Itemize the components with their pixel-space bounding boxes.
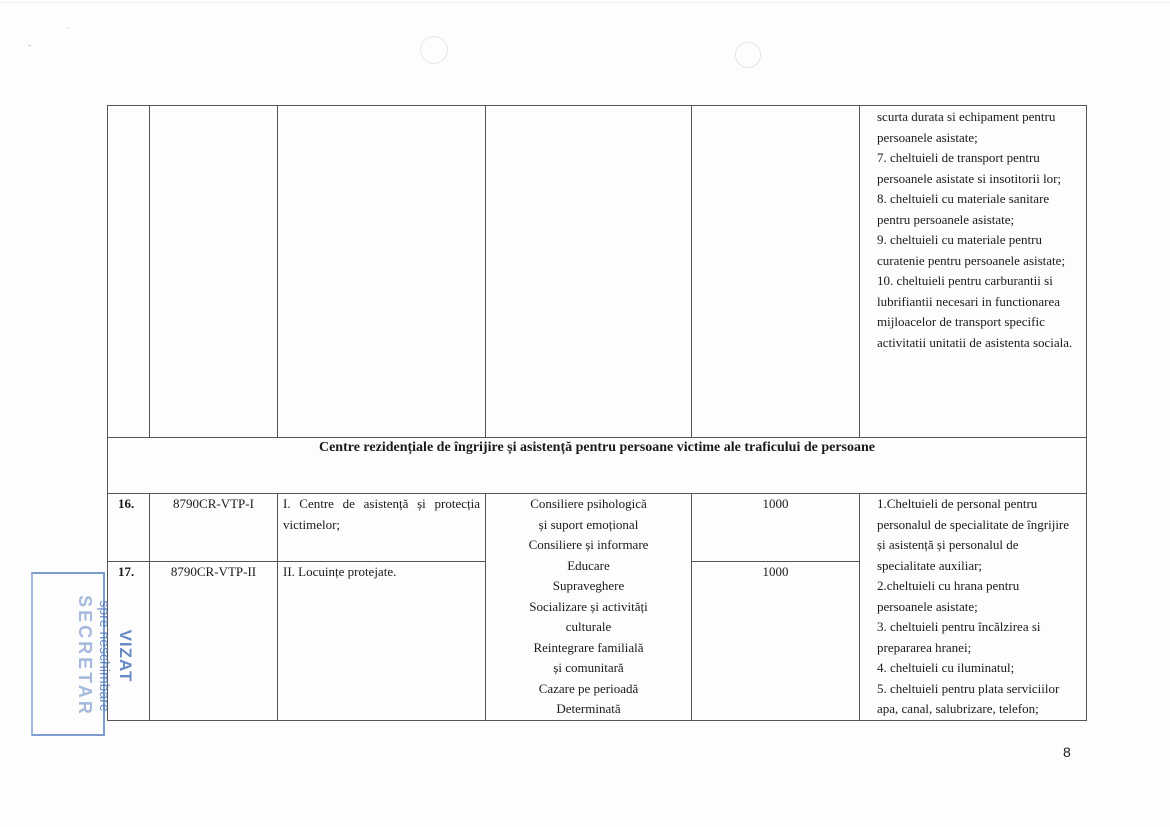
cost-line: 1.Cheltuieli de personal pentru personalul de specialitate de îngrijire și asistență și personalul de specialitate auxiliar; [877,496,1070,573]
service-name: II. Locuințe protejate. [278,561,486,720]
table-row-section-header [108,438,1087,494]
table-cell-empty [150,106,278,438]
service-line: Consiliere psihologică [530,496,647,511]
scan-artifact-left [420,36,448,64]
table-row [108,494,1087,562]
service-code: 8790CR-VTP-II [150,561,278,720]
stamp-text [74,576,136,736]
table-cell-empty [692,106,860,438]
approval-stamp [31,572,135,735]
table-cell-empty [278,106,486,438]
scan-speck: · [66,24,70,35]
service-line: și suport emoțional [538,516,639,532]
section-title: Centre rezidențiale de îngrijire și asistență pentru persoane victime ale traficului de persoane [108,438,1087,494]
scan-edge-line [0,2,1170,3]
service-line: Educare [567,557,610,573]
table-cell-empty [108,106,150,438]
service-line: Reintegrare familială [533,639,644,655]
row-number: 16. [108,494,150,562]
cost-line: scurta durata si echipament pentru persoanele asistate; [877,109,1056,145]
services-table [107,105,1087,721]
service-line: Socializare și activități [529,598,648,614]
service-line: culturale [565,619,612,634]
table-row-continuation [108,106,1087,438]
cost-line: 3. cheltuieli pentru încălzirea si prepararea hranei; [877,619,1041,655]
row-number: 17. [108,561,150,720]
cost-line: 10. cheltuieli pentru carburantii si lubrifiantii necesari in functionarea mijloacelor de transport specific activitatii unitatii de asistenta sociala. [877,273,1073,350]
service-code: 8790CR-VTP-I [150,494,278,562]
capacity: 1000 [692,561,860,720]
scan-speck: - [28,40,32,51]
cost-line: 5. cheltuieli pentru plata serviciilor apa, canal, salubrizare, telefon; [877,680,1060,716]
service-line: Consiliere și informare [528,537,649,552]
service-line: Cazare pe perioadă [538,680,639,696]
service-line: și comunitară [553,660,624,675]
capacity: 1000 [692,494,860,562]
stamp-line-neschimbare: spre neschimbare [97,600,113,712]
cost-line: 9. cheltuieli cu materiale pentru curatenie pentru persoanele asistate; [877,232,1066,268]
table-cell-costs-continuation [860,106,1087,438]
table-cell-empty [486,106,692,438]
costs-list-cell [860,494,1087,721]
stamp-line-vizat: VIZAT [116,629,135,683]
scan-artifact-right [735,42,761,68]
cost-line: 8. cheltuieli cu materiale sanitare pentru persoanele asistate; [877,191,1050,227]
page-number: 8 [1063,744,1071,760]
service-name: I. Centre de asistență și protecția victimelor; [278,494,486,562]
service-line: Determinată [556,701,621,716]
stamp-line-secretar: SECRETAR [75,595,95,717]
cost-line: 7. cheltuieli de transport pentru persoanele asistate si insotitorii lor; [877,150,1062,186]
cost-line: 4. cheltuieli cu iluminatul; [877,660,1015,675]
cost-line: 2.cheltuieli cu hrana pentru persoanele asistate; [877,578,1020,614]
services-list-cell [486,494,692,721]
service-line: Supraveghere [552,578,625,593]
